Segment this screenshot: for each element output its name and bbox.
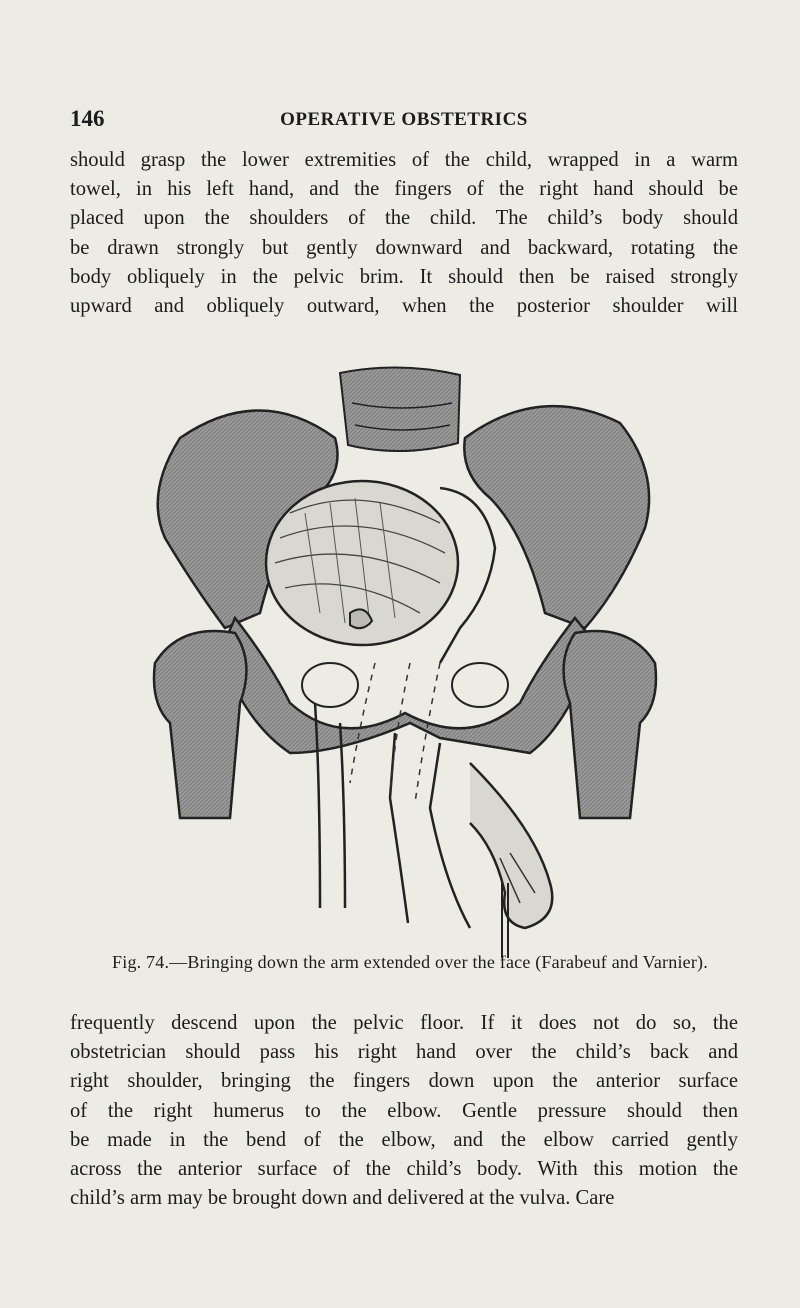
text-line: placed upon the shoulders of the child. The child’s body should (70, 207, 738, 230)
text-line: across the anterior surface of the child’s body. With this motion the (70, 1158, 738, 1181)
text-line: upward and obliquely outward, when the posterior shoulder will (70, 295, 738, 318)
text-line: child’s arm may be brought down and delivered at the vulva. Care (70, 1187, 615, 1210)
right-femur-shape (564, 631, 656, 818)
pelvis-illustration (140, 363, 670, 958)
hand-shape (470, 763, 552, 928)
figure-caption: Fig. 74.—Bringing down the arm extended over the face (Farabeuf and Varnier). (112, 952, 708, 972)
pubic-arch-shape (220, 618, 595, 753)
text-line: obstetrician should pass his right hand over the child’s back and (70, 1041, 738, 1064)
text-line: should grasp the lower extremities of the child, wrapped in a warm (70, 149, 738, 171)
right-ilium-shape (464, 406, 649, 628)
text-line: right shoulder, bringing the fingers down upon the anterior surface (70, 1070, 738, 1093)
text-line: body obliquely in the pelvic brim. It should then be raised strongly (70, 265, 738, 288)
text-line: be drawn strongly but gently downward and backward, rotating the (70, 236, 738, 259)
running-title: OPERATIVE OBSTETRICS (280, 109, 528, 130)
text-line: towel, in his left hand, and the fingers of the right hand should be (70, 178, 738, 201)
page-number: 146 (70, 106, 105, 131)
text-line: of the right humerus to the elbow. Gentle pressure should then (70, 1099, 738, 1122)
sacrum-shape (340, 367, 460, 451)
page-header (70, 106, 738, 136)
paragraph-top (70, 146, 738, 321)
text-line: be made in the bend of the elbow, and the elbow carried gently (70, 1128, 738, 1151)
pelvis-drawing (140, 363, 670, 958)
text-line: frequently descend upon the pelvic floor. If it does not do so, the (70, 1012, 738, 1034)
paragraph-bottom (70, 1009, 738, 1213)
left-femur-shape (154, 631, 246, 818)
